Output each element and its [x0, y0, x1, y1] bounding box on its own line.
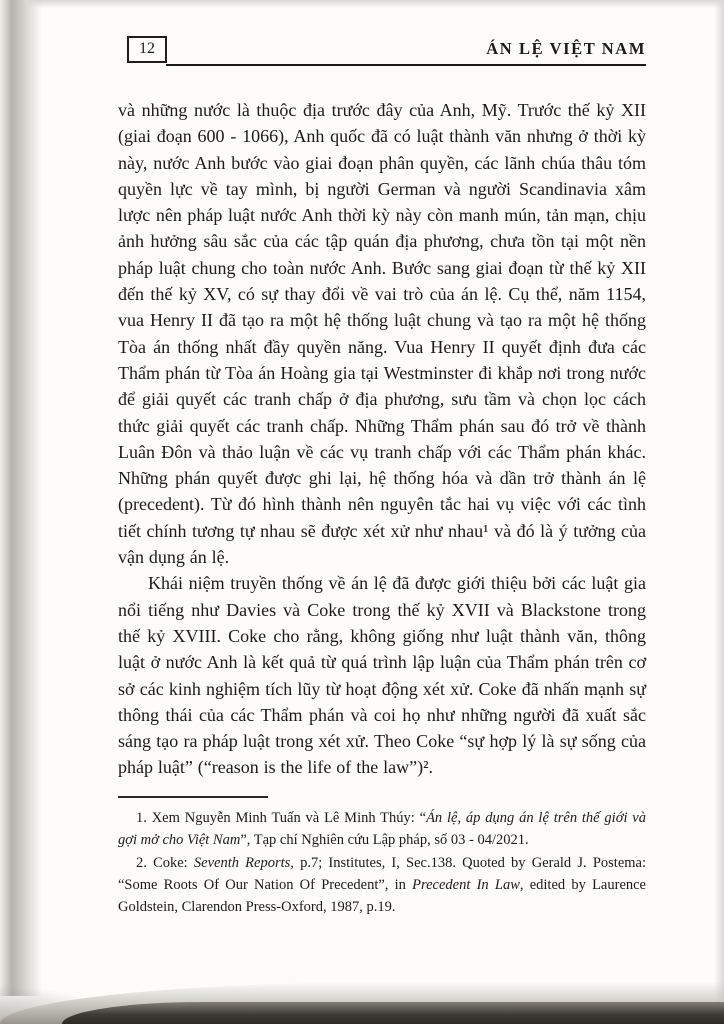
body-text	[118, 97, 646, 781]
footnotes	[118, 807, 646, 919]
page-curl-dark	[62, 1002, 724, 1024]
footnote: 1. Xem Nguyễn Minh Tuấn và Lê Minh Thúy: “Án lệ, áp dụng án lệ trên thế giới và gợi mở cho Việt Nam”, Tạp chí Nghiên cứu Lập pháp, số 03 - 04/2021.	[118, 809, 646, 849]
paragraph: và những nước là thuộc địa trước đây của Anh, Mỹ. Trước thế kỷ XII (giai đoạn 600 - 1066), Anh quốc đã có luật thành văn nhưng ở thời kỳ này, nước Anh bước vào giai đoạn phân quyền, các lãnh chúa thâu tóm quyền lực về tay mình, bị người German và người Scandinavia xâm lược nên pháp luật nước Anh thời kỳ này còn manh mún, tản mạn, chịu ảnh hưởng sâu sắc của các tập quán địa phương, chưa tồn tại một nền pháp luật chung cho toàn nước Anh. Bước sang giai đoạn từ thế kỷ XII đến thế kỷ XV, có sự thay đổi về vai trò của án lệ. Cụ thể, năm 1154, vua Henry II đã tạo ra một hệ thống luật chung và tạo ra một hệ thống Tòa án thống nhất đầy quyền năng. Vua Henry II quyết định đưa các Thẩm phán từ Tòa án Hoàng gia tại Westminster đi khắp nơi trong nước để giải quyết các tranh chấp ở địa phương, sưu tầm và chọn lọc cách thức giải quyết các tranh chấp. Những Thẩm phán sau đó trở về thành Luân Đôn và thảo luận về các vụ tranh chấp với các Thẩm phán khác. Những phán quyết được ghi lại, hệ thống hóa và dần trở thành án lệ (precedent). Từ đó hình thành nên nguyên tắc hai vụ việc với các tình tiết chính tương tự nhau sẽ được xét xử như nhau¹ và đó là ý tưởng của vận dụng án lệ.	[118, 100, 646, 568]
page-header	[118, 36, 646, 67]
running-title: ÁN LỆ VIỆT NAM	[486, 39, 646, 58]
paragraph: Khái niệm truyền thống về án lệ đã được giới thiệu bởi các luật gia nổi tiếng như Davies và Coke trong thế kỷ XVII và Blackstone trong thế kỷ XVIII. Coke cho rằng, không giống như luật thành văn, thông luật ở nước Anh là kết quả từ quá trình lập luận của Thẩm phán trên cơ sở các kinh nghiệm tích lũy từ hoạt động xét xử. Coke đã nhấn mạnh sự thông thái của các Thẩm phán và coi họ như những người đã xuất sắc sáng tạo ra pháp luật trong xét xử. Theo Coke “sự hợp lý là sự sống của pháp luật” (“reason is the life of the law”)².	[118, 573, 646, 778]
scan-right-shadow	[714, 0, 724, 1024]
scan-top-shadow	[0, 0, 724, 8]
page-content	[118, 36, 646, 919]
footnote-separator	[118, 796, 268, 798]
page-number: 12	[127, 36, 167, 63]
spine-shadow	[0, 0, 42, 996]
footnote: 2. Coke: Seventh Reports, p.7; Institutes, I, Sec.138. Quoted by Gerald J. Postema: “Some Roots Of Our Nation Of Precedent”, in Precedent In Law, edited by Laurence Goldstein, Clarendon Press-Oxford, 1987, p.19.	[118, 854, 646, 916]
header-rule	[166, 64, 646, 66]
